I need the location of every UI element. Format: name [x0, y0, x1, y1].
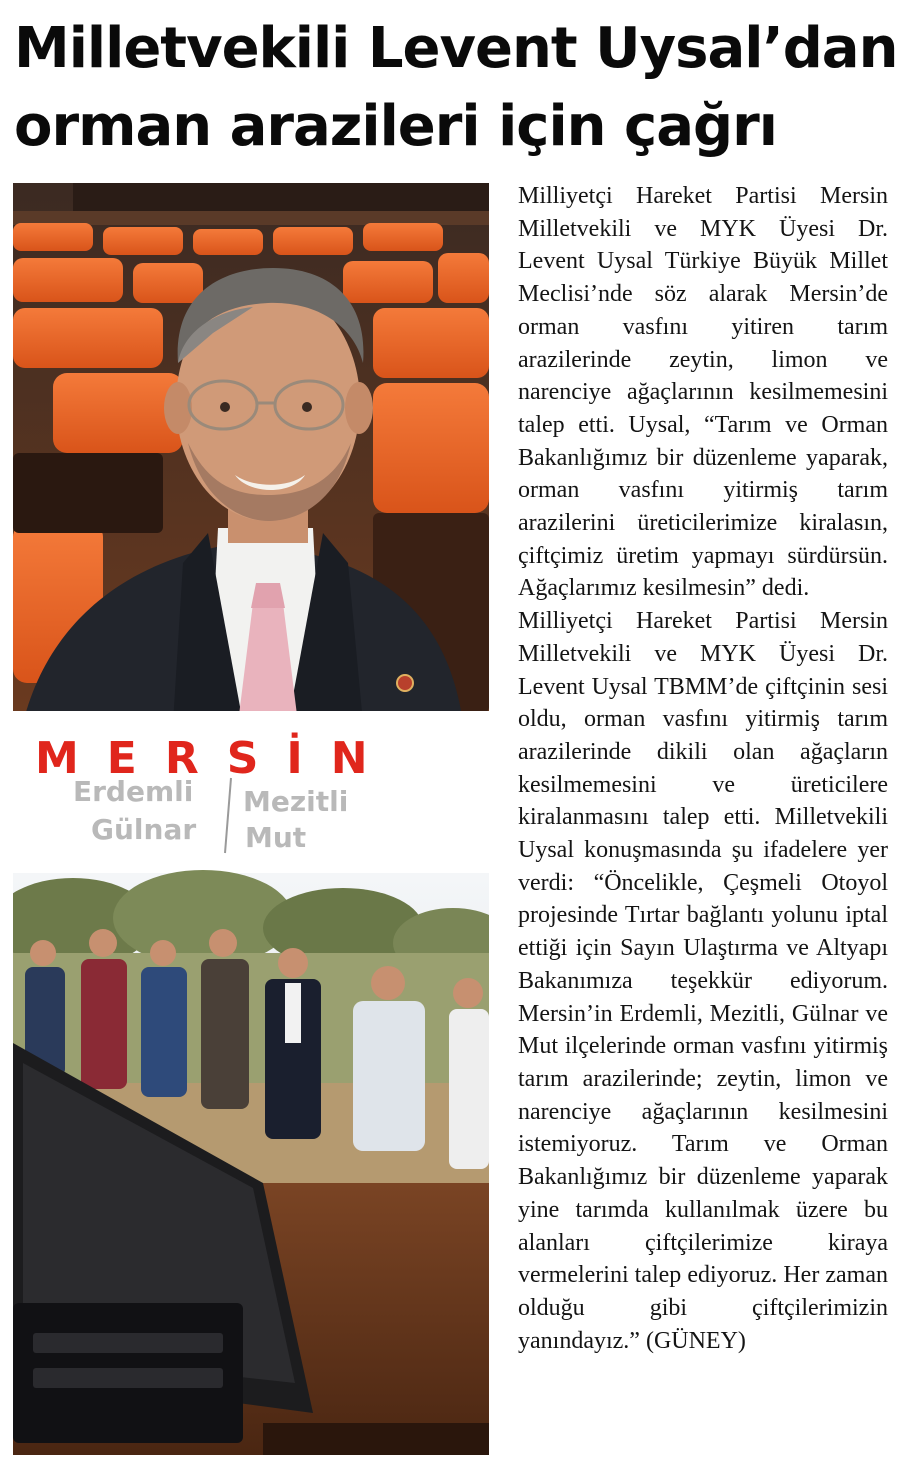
poster-district-erdemli: Erdemli	[73, 775, 194, 808]
poster-district-mezitli: Mezitli	[243, 785, 349, 818]
article-paragraph-2: Milliyetçi Hareket Partisi Mersin Milletvekili ve MYK Üyesi Dr. Levent Uysal TBMM’de çiftçinin sesi oldu, orman vasfını yitirmiş tarım arazilerinde dikili olan ağaçların kesilmemesini ve üreticilere kiralanmasını talep etti. Milletvekili Uysal konuşmasında şu ifadelere yer verdi: “Öncelikle, Çeşmeli Otoyol projesinde Tırtar bağlantı yolunu iptal ettiği için Sayın Ulaştırma ve Altyapı Bakanımıza teşekkür ediyorum. Mersin’in Erdemli, Mezitli, Gülnar ve Mut ilçelerinde orman vasfını yitirmiş tarım arazilerinde; zeytin, limon ve narenciye ağaçlarının kesilmesini istemiyoruz. Tarım ve Orman Bakanlığımız bir düzenleme yaparak yine tarımda kullanılmak üzere bu alanları çiftçilerimize kiraya vermelerini talep ediyoruz. Her zaman olduğu gibi çiftçilerimizin yanındayız.” (GÜNEY)	[518, 608, 888, 1354]
headline-line-1: Milletvekili Levent Uysal’dan	[14, 16, 898, 81]
headline-line-2: orman arazileri için çağrı	[14, 94, 777, 159]
article-headline	[14, 10, 900, 166]
article-body	[518, 180, 888, 1357]
poster-district-gulnar: Gülnar	[91, 813, 197, 846]
article-photo	[13, 183, 489, 1455]
poster-district-mut: Mut	[245, 821, 307, 854]
article-paragraph-1: Milliyetçi Hareket Partisi Mersin Milletvekili ve MYK Üyesi Dr. Levent Uysal Türkiye Büyük Millet Meclisi’nde söz alarak Mersin’de orman vasfını yitiren tarım arazilerinde zeytin, limon ve narenciye ağaçlarının kesilmemesini talep etti. Uysal, “Tarım ve Orman Bakanlığımız bir düzenleme yaparak, orman vasfını yitirmiş tarım arazilerini üreticilerimize kiralasın, çiftçimiz üretim yapmayı sürdürsün. Ağaçlarımız kesilmesin” dedi.	[518, 183, 888, 602]
poster-title: MERSİN	[35, 733, 396, 784]
